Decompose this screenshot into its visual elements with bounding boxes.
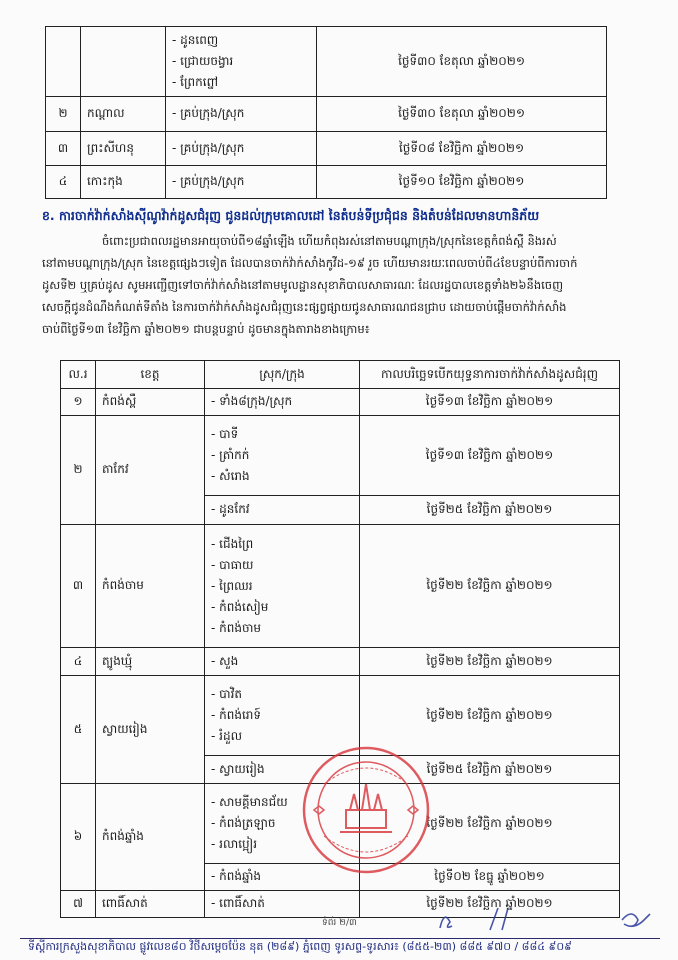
table-header-row [61,361,620,389]
districts-cell [166,27,317,97]
province-cell: ពោធិ៍សាត់ [96,891,205,918]
column-header: ខេត្ត [96,361,205,389]
date-cell: ថ្ងៃទី២២ ខែវិច្ឆិកា ឆ្នាំ២០២១ [360,525,620,648]
row-number: ១ [61,389,96,416]
date-cell: ថ្ងៃទី២២ ខែវិច្ឆិកា ឆ្នាំ២០២១ [360,648,620,676]
table-row [61,389,620,416]
district-item: - កំពង់ត្រឡាច [211,816,276,830]
district-item: - បាធាយ [211,557,254,572]
row-number: ២ [61,416,96,525]
paragraph-line: ចាប់ពីថ្ងៃទី១៣ ខែវិច្ឆិកា ឆ្នាំ២០២១ ជាបន្តបន្ទាប់ ដូចមានក្នុងតារាងខាងក្រោម៖ [42,322,370,336]
date-cell: ថ្ងៃទី២៥ ខែវិច្ឆិកា ឆ្នាំ២០២១ [360,496,620,525]
province-cell: កំពង់ស្ពឺ [96,389,205,416]
table-row [61,416,620,496]
body-paragraph [42,230,638,340]
district-item: - ជើងព្រៃ [211,536,254,551]
district-item: - គ្រប់ក្រុង/ស្រុក [166,166,317,199]
province-cell: កោះកុង [81,166,166,199]
district-item: - សួង [205,648,360,676]
date-cell: ថ្ងៃទី១៣ ខែវិច្ឆិកា ឆ្នាំ២០២១ [360,416,620,496]
column-header: ល.រ [61,361,96,389]
row-number: ៤ [61,648,96,676]
date-cell: ថ្ងៃទី៣០ ខែតុលា ឆ្នាំ២០២១ [317,97,607,132]
date-cell: ថ្ងៃទី១៣ ខែវិច្ឆិកា ឆ្នាំ២០២១ [360,389,620,416]
district-item: - កំពង់សៀម [211,599,269,614]
district-item: - កំពង់រោទ៍ [211,708,262,722]
province-cell [81,27,166,97]
date-cell: ថ្ងៃទី២២ ខែវិច្ឆិកា ឆ្នាំ២០២១ [360,784,620,864]
district-item: - ដូនពេញ [172,33,219,47]
district-item: - បាទី [211,427,239,441]
date-cell: ថ្ងៃទី២២ ខែវិច្ឆិកា ឆ្នាំ២០២១ [360,891,620,918]
column-header: កាលបរិច្ឆេទបើកយុទ្ធនាការចាក់វ៉ាក់សាំងដូសជំរុញ [360,361,620,389]
paragraph-line: ចំពោះប្រជាពលរដ្ឋមានអាយុចាប់ពី១៨ឆ្នាំឡើង ហើយកំពុងរស់នៅតាមបណ្ដាក្រុង/ស្រុកនៃខេត្តកំពង់ស្ពឺ និងរស់ [102,234,557,248]
row-number: ៤ [46,166,81,199]
row-number: ៣ [46,132,81,166]
handwritten-initials-icon [432,900,662,934]
footer-divider [20,938,660,939]
table-row [46,97,607,132]
row-number: ២ [46,97,81,132]
paragraph-line: សេចក្ដីជូនដំណឹងកំណត់ទីតាំង នៃការចាក់វ៉ាក់សាំងដូសជំរុញនេះផ្សព្វផ្សាយជូនសាធារណជនជ្រាប ដោយចាប់ផ្ដើមចាក់វ៉ាក់សាំង [42,300,567,314]
district-item: - គ្រប់ក្រុង/ស្រុក [166,97,317,132]
district-item: - រលាប្អៀរ [211,837,257,851]
province-cell: ព្រះសីហនុ [81,132,166,166]
province-cell: កំពង់ចាម [96,525,205,648]
row-number: ៥ [61,676,96,784]
date-cell: ថ្ងៃទី៣០ ខែតុលា ឆ្នាំ២០២១ [317,27,607,97]
date-cell: ថ្ងៃទី១០ ខែវិច្ឆិកា ឆ្នាំ២០២១ [317,166,607,199]
province-cell: ស្វាយរៀង [96,676,205,784]
district-item: - ពោធិ៍សាត់ [205,891,360,918]
district-item: - កំពង់ឆ្នាំង [205,864,360,891]
district-item: - គ្រប់ក្រុង/ស្រុក [166,132,317,166]
district-item: - សាមគ្គីមានជ័យ [211,795,288,809]
districts-cell [205,416,360,496]
table-row [46,27,607,97]
district-item: - ស្វាយរៀង [205,756,360,784]
schedule-table-continued [45,26,607,199]
table-row [46,132,607,166]
row-number: ៦ [61,784,96,891]
province-cell: កំពង់ឆ្នាំង [96,784,205,891]
date-cell: ថ្ងៃទី២៥ ខែវិច្ឆិកា ឆ្នាំ២០២១ [360,756,620,784]
district-item: - ដូនកែវ [205,496,360,525]
column-header: ស្រុក/ក្រុង [205,361,360,389]
footer-address: ទីស្ដីការក្រសួងសុខាភិបាល ផ្លូវលេខ៨០ វិថីសម្ដេចប៉ែន នុត (២៨៩) ភ្នំពេញ ទូរសព្ទ-ទូរសារ៖ (៨៥៥-២៣) ៨៨៥ ៩៧០ / ៨៨៤ ៩០៩ [28,940,572,953]
district-item: - ព្រៃឈរ [211,578,253,593]
row-number [46,27,81,97]
district-item: - ទាំង៨ក្រុង/ស្រុក [205,389,360,416]
date-cell: ថ្ងៃទី២២ ខែវិច្ឆិកា ឆ្នាំ២០២១ [360,676,620,756]
table-row [61,648,620,676]
date-cell: ថ្ងៃទី០៨ ខែវិច្ឆិកា ឆ្នាំ២០២១ [317,132,607,166]
table-row [46,166,607,199]
date-cell: ថ្ងៃទី០២ ខែធ្នូ ឆ្នាំ២០២១ [360,864,620,891]
paragraph-line: នៅតាមបណ្ដាក្រុង/ស្រុក នៃខេត្តផ្សេងៗទៀត ដែលបានចាក់វ៉ាក់សាំងកូវីដ-១៩ រួច ហើយមានរយៈពេលចាប់ពី៤ខែបន្ទាប់ពីការចាក់ [42,256,578,270]
section-heading: ខ. ការចាក់វ៉ាក់សាំងស៊ីណូវ៉ាក់ដូសជំរុញ ជូនដល់ក្រុមគោលដៅ នៃតំបន់ទីប្រជុំជន និងតំបន់ដែលមានហានិភ័យ [42,208,540,223]
district-item: - សំរោង [211,469,250,483]
district-item: - ព្រែកព្នៅ [172,75,218,89]
province-cell: កណ្ដាល [81,97,166,132]
page-number: ទំព័រ ២/៣ [322,918,357,928]
province-cell: ត្បូងឃ្មុំ [96,648,205,676]
district-item: - រំដួល [211,729,242,743]
table-row [61,525,620,648]
paragraph-line: ដូសទី២ ឬគ្រប់ដូស សូមអញ្ជើញទៅចាក់វ៉ាក់សាំងនៅតាមមូលដ្ឋានសុខាភិបាលសាធារណៈ ដែលរដ្ឋបាលខេត្តទាំង២៦នឹងចេញ [42,278,564,292]
district-item: - ត្រាំកក់ [211,448,250,462]
district-item: - ជ្រោយចង្វារ [172,54,234,68]
district-item: - បាវិត [211,687,242,701]
districts-cell [205,525,360,648]
district-item: - កំពង់ចាម [211,620,262,635]
row-number: ៧ [61,891,96,918]
province-cell: តាកែវ [96,416,205,525]
official-seal-icon [300,744,432,876]
row-number: ៣ [61,525,96,648]
